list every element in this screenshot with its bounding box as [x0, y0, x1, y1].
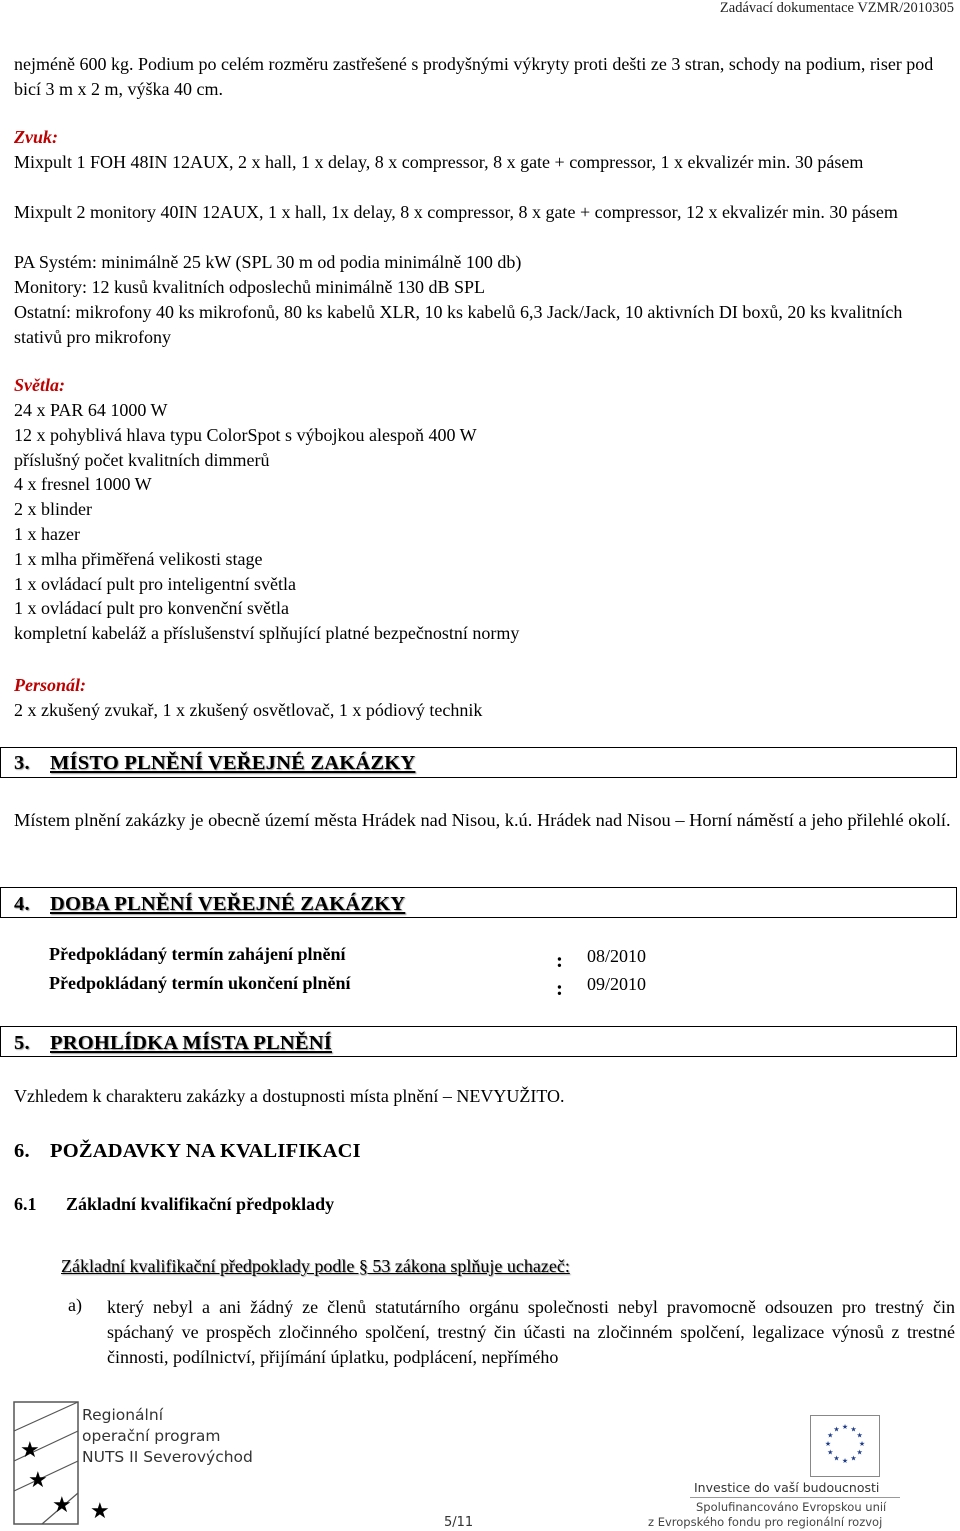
subsection-6-1-title: Základní kvalifikační předpoklady [66, 1194, 335, 1214]
eu-cofinance-line: Spolufinancováno Evropskou unií [696, 1500, 887, 1514]
other-equipment-text: Ostatní: mikrofony 40 ks mikrofonů, 80 ks kabelů XLR, 10 ks kabelů 6,3 Jack/Jack, 10 aktivních DI boxů, 20 ks kvalitních stativů pro mikrofony [14, 302, 903, 347]
eu-flag-logo [810, 1415, 880, 1477]
start-term-colon: : [556, 948, 563, 972]
svg-text:★: ★ [833, 1425, 840, 1434]
list-item: 4 x fresnel 1000 W [14, 474, 152, 495]
eu-investment-line: Investice do vaší budoucnosti [694, 1480, 880, 1495]
star-icon: ★ [52, 1492, 72, 1517]
list-item: 12 x pohyblivá hlava typu ColorSpot s výbojkou alespoň 400 W [14, 424, 477, 445]
svg-text:★: ★ [850, 1425, 857, 1434]
eu-stars-icon [810, 1415, 880, 1477]
rop-line-1: Regionální [82, 1406, 163, 1424]
sound-heading: Zvuk: [14, 127, 58, 147]
list-item: 1 x hazer [14, 523, 80, 544]
intro-paragraph: nejméně 600 kg. Podium po celém rozměru zastřešené s prodyšnými výkryty proti dešti ze 3 stran, schody na podium, riser pod bicí 3 m x 2 m, výška 40 cm. [14, 54, 934, 99]
end-term-label: Předpokládaný termín ukončení plnění [49, 973, 351, 993]
pa-system-text: PA Systém: minimálně 25 kW (SPL 30 m od podia minimálně 100 db) [14, 252, 522, 272]
svg-text:★: ★ [833, 1454, 840, 1463]
end-term-value: 09/2010 [587, 974, 647, 994]
monitors-text: Monitory: 12 kusů kvalitních odposlechů minimálně 130 dB SPL [14, 277, 485, 297]
rop-line-3: NUTS II Severovýchod [82, 1448, 253, 1466]
mixer-2-text: Mixpult 2 monitory 40IN 12AUX, 1 x hall, 1x delay, 8 x compressor, 8 x gate + compressor, 12 x ekvalizér min. 30 pásem [14, 202, 898, 222]
list-item: 1 x ovládací pult pro inteligentní světla [14, 573, 296, 594]
star-icon: ★ [20, 1437, 40, 1462]
eu-fund-line: z Evropského fondu pro regionální rozvoj [648, 1515, 883, 1529]
page-number: 5/11 [444, 1515, 474, 1530]
list-item: 1 x ovládací pult pro konvenční světla [14, 598, 289, 619]
qualification-lead: Základní kvalifikační předpoklady podle § 53 zákona splňuje uchazeč: [61, 1256, 570, 1276]
section-number: 4. [14, 893, 30, 915]
svg-text:★: ★ [850, 1454, 857, 1463]
svg-text:★: ★ [824, 1440, 832, 1448]
svg-text:★: ★ [858, 1440, 866, 1448]
section-5-text: Vzhledem k charakteru zakázky a dostupnosti místa plnění – NEVYUŽITO. [14, 1086, 565, 1106]
section-number: 6. [14, 1140, 30, 1162]
document-reference: Zadávací dokumentace VZMR/2010305 [719, 0, 954, 16]
list-item: kompletní kabeláž a příslušenství splňující platné bezpečnostní normy [14, 623, 520, 644]
svg-text:★: ★ [841, 1457, 849, 1465]
star-icon: ★ [28, 1467, 48, 1492]
mixer-1-text: Mixpult 1 FOH 48IN 12AUX, 2 x hall, 1 x delay, 8 x compressor, 8 x gate + compressor, 1 x ekvalizér min. 30 pásem [14, 152, 864, 172]
section-number: 5. [14, 1032, 30, 1054]
svg-text:★: ★ [856, 1431, 863, 1440]
rop-logo [12, 1401, 262, 1526]
section-3-text: Místem plnění zakázky je obecně území města Hrádek nad Nisou, k.ú. Hrádek nad Nisou – Horní náměstí a jeho přilehlé okolí. [14, 810, 951, 830]
section-title: POŽADAVKY NA KVALIFIKACI [50, 1140, 361, 1162]
svg-text:★: ★ [827, 1431, 834, 1440]
staff-heading: Personál: [14, 675, 86, 695]
section-title: DOBA PLNĚNÍ VEŘEJNÉ ZAKÁZKY [50, 893, 406, 915]
lights-list [14, 398, 519, 646]
section-5-heading [14, 1032, 332, 1055]
list-item: 2 x blinder [14, 499, 92, 520]
svg-text:★: ★ [827, 1448, 834, 1457]
end-term-colon: : [556, 976, 563, 1000]
section-4-heading [14, 893, 405, 916]
list-item: příslušný počet kvalitních dimmerů [14, 449, 270, 470]
footer-divider [690, 1497, 900, 1498]
list-item: 24 x PAR 64 1000 W [14, 400, 168, 420]
svg-text:★: ★ [856, 1448, 863, 1457]
rop-line-2: operační program [82, 1427, 221, 1445]
start-term-value: 08/2010 [587, 946, 647, 966]
subsection-6-1-number: 6.1 [14, 1194, 37, 1214]
staff-text: 2 x zkušený zvukař, 1 x zkušený osvětlovač, 1 x pódiový technik [14, 700, 483, 720]
lights-heading: Světla: [14, 375, 65, 395]
list-item: 1 x mlha přiměřená velikosti stage [14, 548, 263, 569]
section-3-heading [14, 752, 415, 775]
section-number: 3. [14, 752, 30, 774]
start-term-label: Předpokládaný termín zahájení plnění [49, 944, 346, 964]
section-title: PROHLÍDKA MÍSTA PLNĚNÍ [50, 1032, 332, 1054]
star-icon: ★ [90, 1498, 110, 1523]
item-a-text: který nebyl a ani žádný ze členů statutárního orgánu společnosti nebyl pravomocně odsouzen pro trestný čin spáchaný ve prospěch zločinného spolčení, trestný čin účasti na zločinném spolčení, legalizace výnosů z trestné činnosti, podílnictví, přijímání úplatku, podplácení, nepřímého [107, 1297, 955, 1367]
section-6-heading [14, 1140, 361, 1163]
item-a-label: a) [68, 1295, 82, 1315]
section-title: MÍSTO PLNĚNÍ VEŘEJNÉ ZAKÁZKY [50, 752, 416, 774]
svg-text:★: ★ [841, 1423, 849, 1431]
